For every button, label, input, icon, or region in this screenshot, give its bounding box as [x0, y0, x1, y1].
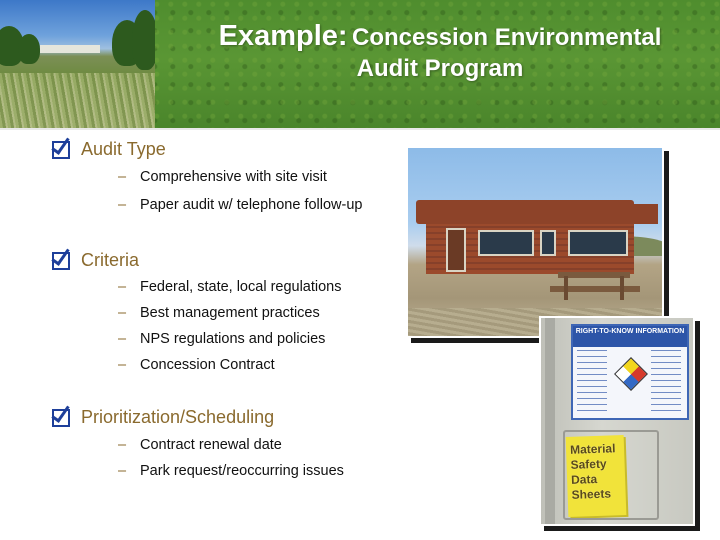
list-item: – Best management practices: [118, 305, 320, 321]
list-item: – NPS regulations and policies: [118, 331, 326, 347]
sign-header: RIGHT-TO-KNOW INFORMATION: [573, 326, 687, 347]
title-rest: Concession Environmental: [352, 24, 662, 51]
list-item: – Federal, state, local regulations: [118, 279, 342, 295]
checkbox-icon: [52, 141, 70, 159]
list-item: – Paper audit w/ telephone follow-up: [118, 197, 363, 213]
wire-rack: [563, 430, 659, 520]
list-item: – Comprehensive with site visit: [118, 169, 327, 185]
section-heading: Audit Type: [81, 139, 166, 159]
checkbox-icon: [52, 252, 70, 270]
concession-building-photo: [406, 146, 664, 338]
header-banner: [0, 0, 720, 130]
list-item: – Contract renewal date: [118, 437, 282, 453]
checkbox-icon: [52, 409, 70, 427]
section-heading: Prioritization/Scheduling: [81, 407, 275, 427]
section-heading: Criteria: [81, 250, 140, 270]
list-item: – Concession Contract: [118, 357, 275, 373]
slide-title: [160, 20, 720, 83]
right-to-know-sign: [571, 324, 689, 420]
msds-binder: Material Safety Data Sheets: [566, 435, 627, 517]
landscape-photo: [0, 0, 155, 128]
hazard-diamond-icon: [614, 357, 648, 391]
msds-station-photo: [539, 316, 695, 526]
title-lead: Example:: [218, 20, 348, 52]
title-line2: Audit Program: [356, 55, 524, 82]
list-item: – Park request/reoccurring issues: [118, 463, 344, 479]
